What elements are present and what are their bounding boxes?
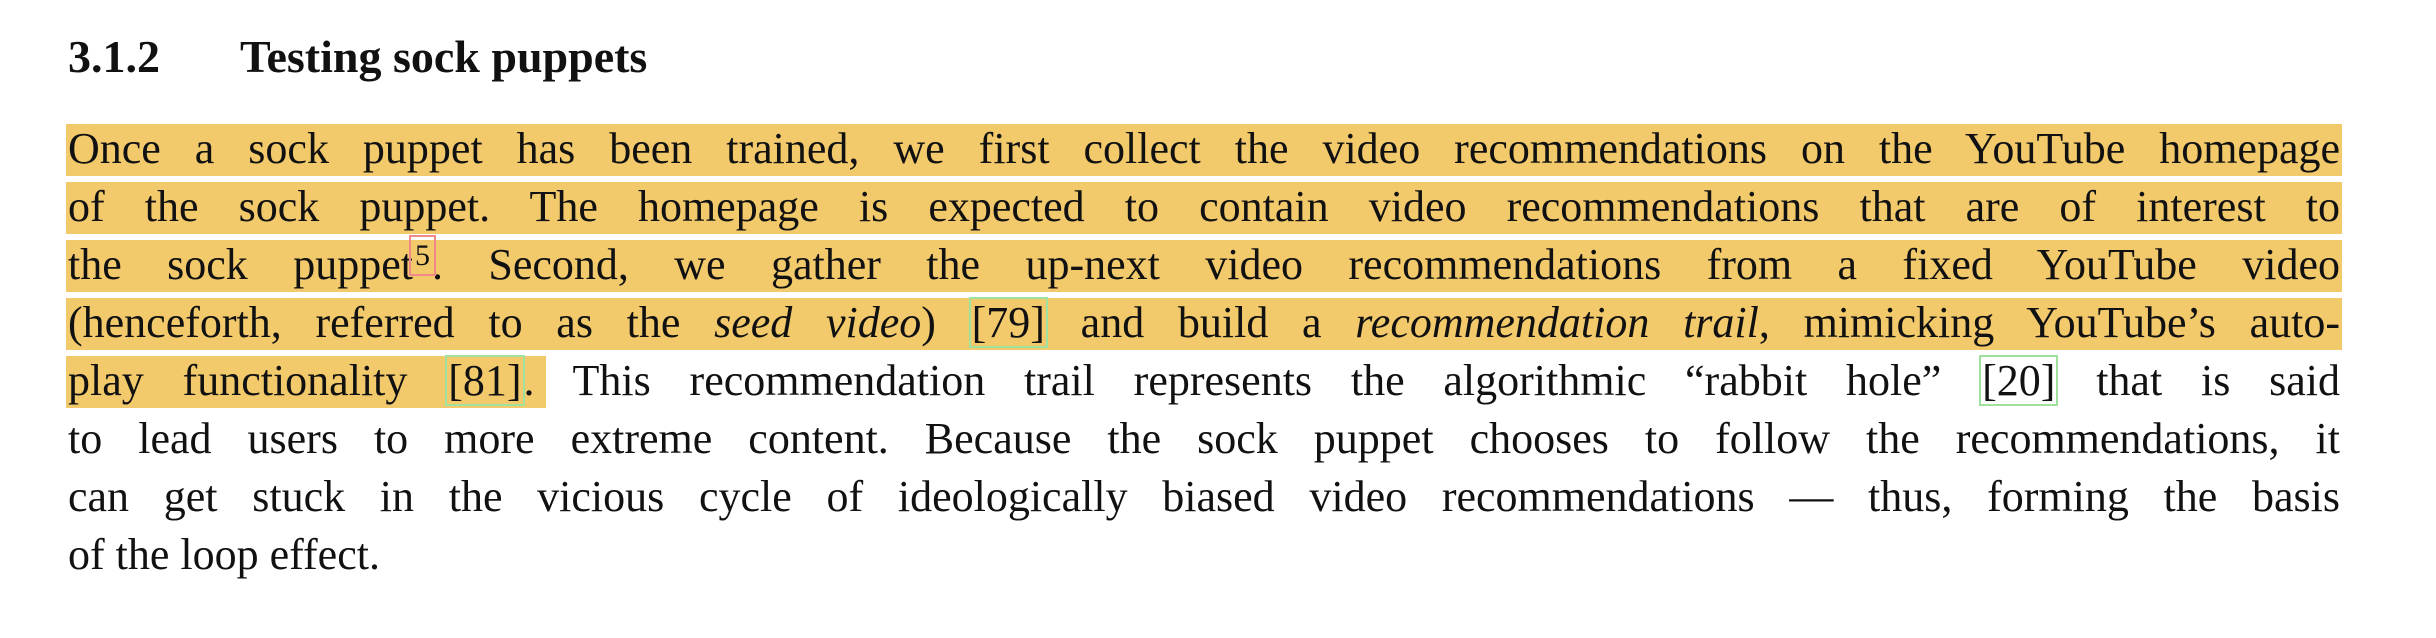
line-text: can get stuck in the vicious cycle of ideologically biased video recommendations — thus, forming the basis xyxy=(68,472,2340,521)
paragraph-line-5 xyxy=(68,353,2340,409)
line-text: . Second, we gather the up-next video recommendations from a fixed YouTube video xyxy=(431,240,2340,289)
line-text: . xyxy=(523,356,535,405)
term-seed-video: seed video xyxy=(714,298,922,347)
citation-20-link[interactable]: [20] xyxy=(1982,356,2056,405)
section-heading xyxy=(68,28,647,86)
line-text: ) xyxy=(921,298,970,347)
line-text: play functionality xyxy=(68,356,447,405)
line-text: that is said xyxy=(2057,356,2340,405)
section-title: Testing sock puppets xyxy=(240,31,648,82)
paragraph-line-8 xyxy=(68,527,2340,583)
paragraph-line-4 xyxy=(68,295,2340,351)
line-text: of the sock puppet. The homepage is expected to contain video recommendations that are of interest to xyxy=(68,182,2340,231)
section-number: 3.1.2 xyxy=(68,31,160,82)
term-recommendation-trail: recommendation trail xyxy=(1355,298,1759,347)
paragraph-line-7 xyxy=(68,469,2340,525)
line-text: Once a sock puppet has been trained, we first collect the video recommendations on the YouTube homepage xyxy=(68,124,2340,173)
line-text: of the loop effect. xyxy=(68,530,380,579)
line-text: and build a xyxy=(1046,298,1356,347)
citation-79-link[interactable]: [79] xyxy=(971,298,1045,347)
line-text: This recommendation trail represents the algorithmic “rabbit hole” xyxy=(534,356,1981,405)
paragraph-line-2 xyxy=(68,179,2340,235)
line-text: the sock puppet xyxy=(68,240,413,289)
citation-81-link[interactable]: [81] xyxy=(448,356,522,405)
line-text: (henceforth, referred to as the xyxy=(68,298,715,347)
line-text: , mimicking YouTube’s auto- xyxy=(1758,298,2340,347)
footnote-ref-5[interactable]: 5 xyxy=(414,239,430,272)
line-text: to lead users to more extreme content. Because the sock puppet chooses to follow the recommendations, it xyxy=(68,414,2340,463)
paragraph-line-3 xyxy=(68,237,2340,293)
paragraph-line-6 xyxy=(68,411,2340,467)
paragraph-line-1 xyxy=(68,121,2340,177)
